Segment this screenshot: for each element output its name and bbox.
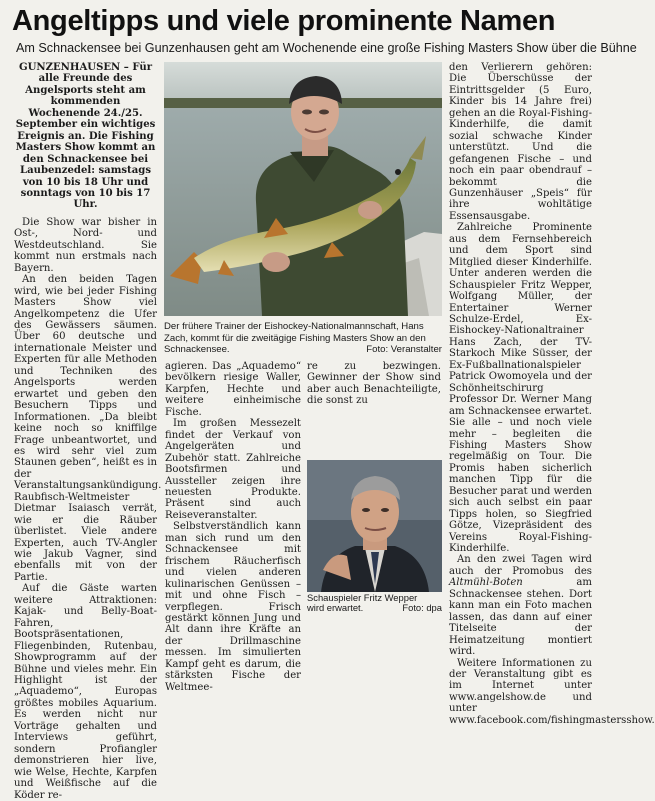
newspaper-name: Altmühl-Boten [449,577,523,589]
photo-caption [307,593,442,613]
article-column-4 [449,62,655,726]
dateline: GUNZENHAUSEN – [18,62,129,73]
photo-angler-with-pike [164,62,442,316]
paragraph: Weitere Informationen zu der Veranstaltung gibt es im Internet unter www.angelshow.de und unter www.facebook.com/fishingmastersshow. [449,657,655,726]
lead-text: Für alle Freunde des Angelsports steht am kommenden Wochenende 24./25. September ein wichtiges Ereignis an. Die Fishing Masters Show kommt an den Schnackensee bei Laubenzedel: samstags von 10 bis 18 Uhr und sonntags von 10 bis 17 Uhr. [15,62,156,211]
paragraph: Selbstverständlich kann man sich rund um den Schnackensee mit frischem Räucherfisch und vielen anderen kulinarischen Genüssen – mit und ohne Fisch – verpflegen. Frisch gestärkt können Jung und Alt dann ihre Kräfte an der Drillmaschine messen. Im simulierten Kampf geht es darum, die stärksten Fische der Weltmee- [165,521,301,693]
paragraph: Zahlreiche Prominente aus dem Fernsehbereich und dem Sport sind Mitglied dieser Kinderhilfe. Unter anderen werden die Schauspieler Fritz Wepper, Wolfgang Müller, der Entertainer Werner Schulze-Erdel, Ex-Eishockey-Nationaltrainer Hans Zach, der TV-Starkoch Mike Süsser, der Ex-Fußballnationalspieler Patrick Owomoyela und der Schönheitschirurg Professor Dr. Werner Mang am Schnackensee erwartet. Sie alle – und noch viele mehr – begleiten die Fishing Masters Show regelmäßig on Tour. Die Promis haben sicherlich manchen Tipp für die Besucher parat und werden sich auch selbst ein paar Tipps holen, so Siegfried Götze, Vizepräsident des Vereins Royal-Fishing-Kinderhilfe. [449,222,592,555]
paragraph [449,554,592,657]
headline: Angeltipps und viele prominente Namen [12,5,556,37]
photo-credit: Foto: Veranstalter [366,344,442,355]
paragraph: An den beiden Tagen wird, wie bei jeder Fishing Masters Show viel Angelkompetenz die Ufer des Gewässers säumen. Über 60 deutsche und internationale Meister und Experten für alle Methoden und Techniken des Angelsports werden erwartet und geben den Besuchern Tipps und Informationen. „Da bleibt keine noch so kniffilge Frage unbeantwortet, und es wird sehr viel zum Staunen geben“, heißt es in der Veranstaltungsankündigung. Raubfisch-Weltmeister Dietmar Isaiasch verrät, wie er die Räuber überlistet. Viele andere Experten, auch TV-Angler wie Jakub Vagner, sind ebenfalls mit von der Partie. [14,274,162,583]
subhead: Am Schnackensee bei Gunzenhausen geht am Wochenende eine große Fishing Masters Show über die Bühne [16,41,637,55]
caption-line: wird erwartet. [307,602,364,613]
paragraph: den Verlierern gehören: Die Überschüsse der Eintrittsgelder (5 Euro, Kinder bis 14 Jahre frei) gehen an die Royal-Fishing-Kinderhilfe, die damit sozial schwache Kinder unterstützt. Und die gefangenen Fische – und noch ein paar obendrauf – bekommt die Gunzenhäuser „Speis“ für ihre wohltätige Essensausgabe. [449,62,592,222]
paragraph-text: An den zwei Tagen wird auch der Promobus des [449,554,592,577]
article-column-2 [165,361,301,693]
photo-caption [164,321,442,356]
paragraph: Im großen Messezelt findet der Verkauf von Angelgeräten und Zubehör statt. Zahlreiche Bootsfirmen und Aussteller zeigen ihre neuesten Produkte. Präsent sind auch Reiseveranstalter. [165,418,301,521]
paragraph: Die Show war bisher in Ost-, Nord- und Westdeutschland. Sie kommt nun erstmals nach Bayern. [14,216,157,274]
caption-text: Der frühere Trainer der Eishockey-Nationalmannschaft, Hans Zach, kommt für die zweitägige Fishing Masters Show an den Schnackensee. [164,321,426,355]
paragraph: Auf die Gäste warten weitere Attraktionen: Kajak- und Belly-Boat-Fahren, Bootspräsentationen, Fliegenbinden, Rutenbau, Showprogramm auf der Bühne und vieles mehr. Ein Highlight ist der „Aquademo“, Europas größtes mobiles Aquarium. Es werden nicht nur Vorträge gehalten und Interviews geführt, sondern Profiangler demonstrieren hier live, wie Welse, Hechte, Karpfen und Weißfische auf die Köder re- [14,583,157,801]
article-column-1 [14,62,162,801]
photo-credit: Foto: dpa [402,602,442,613]
paragraph-text: am Schnackensee stehen. Dort kann man ein Foto machen lassen, das dann auf einer Titelseite der Heimatzeitung montiert wird. [449,577,592,658]
caption-line: Schauspieler Fritz Wepper [307,592,418,603]
paragraph: agieren. Das „Aquademo“ bevölkern riesige Waller, Karpfen, Hechte und weitere einheimische Fische. [165,361,301,418]
article-column-3 [307,361,441,456]
lead-paragraph [14,62,157,211]
paragraph: re zu bezwingen. Gewinner der Show sind aber auch Benachteiligte, die sonst zu [307,361,441,407]
photo-fritz-wepper [307,460,442,592]
